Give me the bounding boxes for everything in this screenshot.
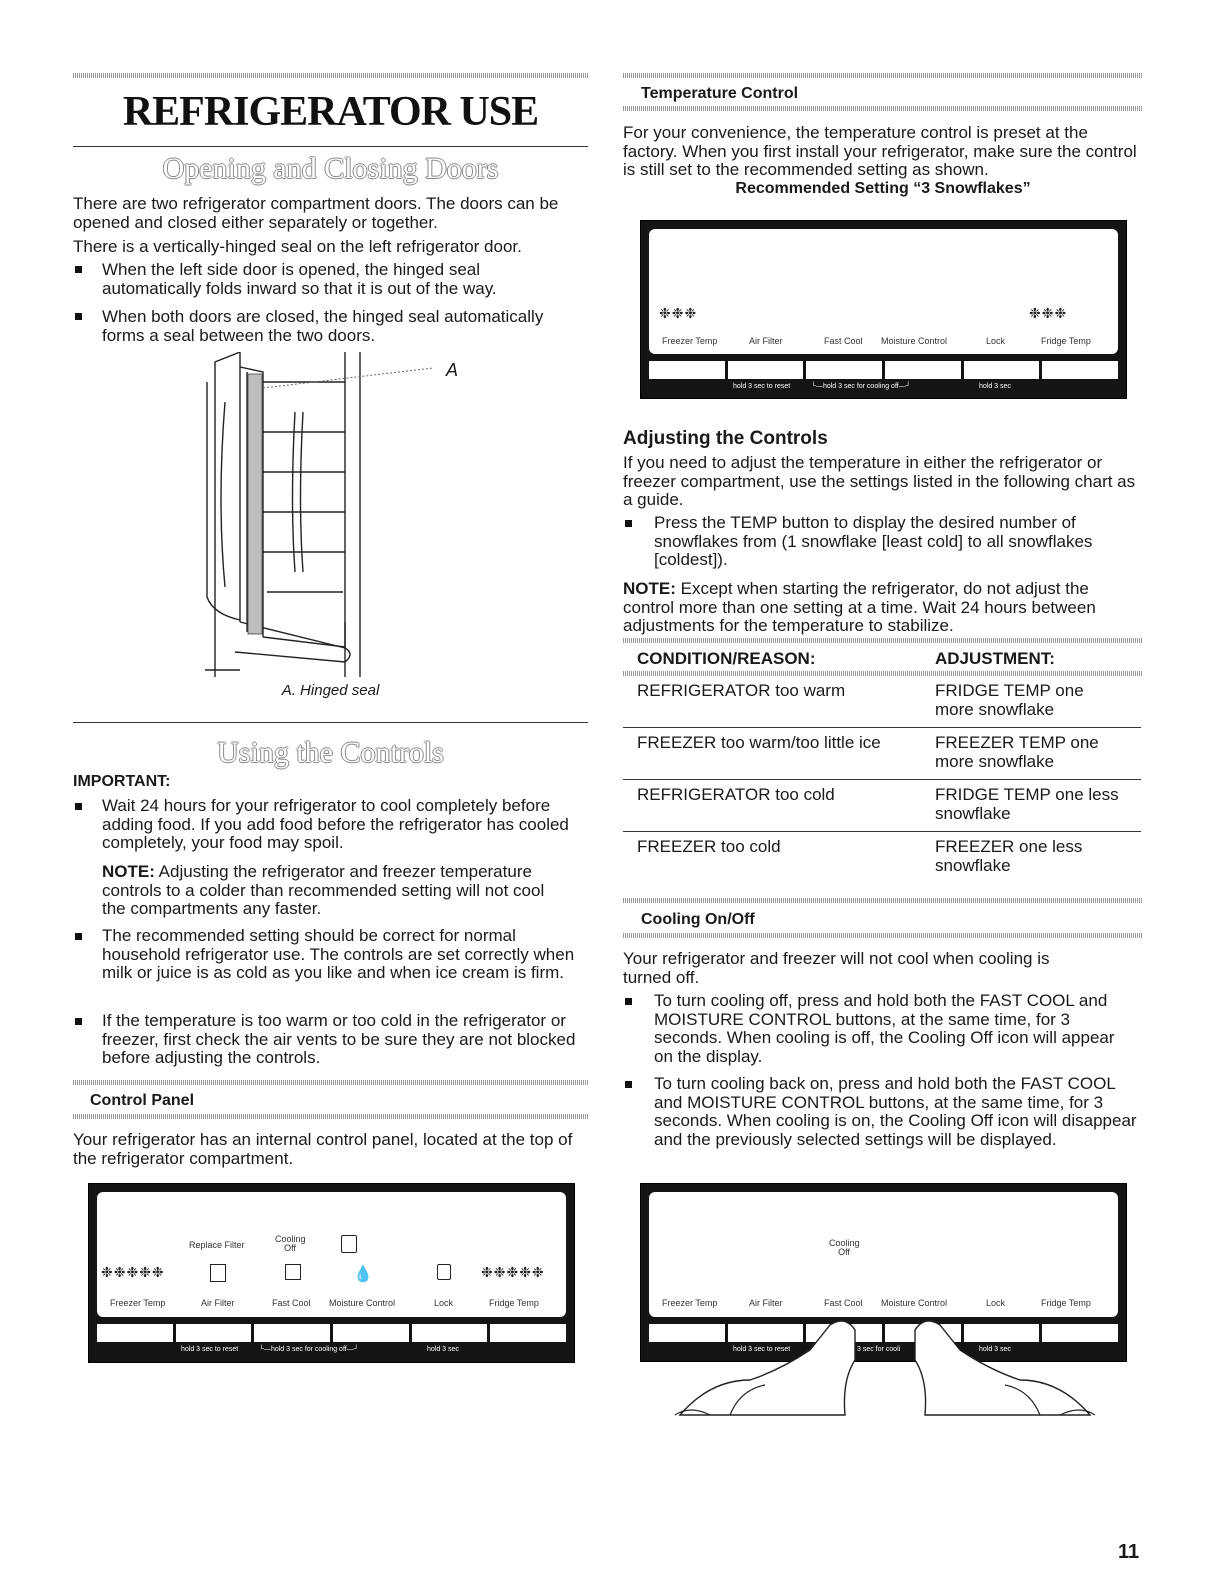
panel-display bbox=[649, 229, 1118, 354]
cooling-off-label: Cooling Off bbox=[275, 1234, 306, 1253]
recommended-setting: Recommended Setting “3 Snowflakes” bbox=[735, 180, 1031, 197]
table-top-rule bbox=[623, 638, 1143, 643]
note-text: Adjusting the refrigerator and freezer temperature controls to a colder than recommended setting will not cool the compartments any faster. bbox=[102, 862, 545, 918]
hint-reset: hold 3 sec to reset bbox=[733, 1346, 791, 1353]
note-except bbox=[623, 580, 1143, 636]
replace-filter-label: Replace Filter bbox=[189, 1240, 245, 1250]
fast-cool-icon bbox=[285, 1264, 301, 1280]
subsection-rule bbox=[623, 106, 1143, 111]
doors-bullet-2: When both doors are closed, the hinged seal automatically forms a seal between the two doors. bbox=[102, 307, 544, 345]
panel-button bbox=[176, 1324, 252, 1342]
panel-button bbox=[254, 1324, 330, 1342]
table-row-rule bbox=[623, 779, 1141, 780]
hands-pressing-illustration bbox=[670, 1310, 1100, 1425]
controls-heading: Using the Controls bbox=[217, 736, 444, 769]
temperature-paragraph: For your convenience, the temperature control is preset at the factory. When you first install your refrigerator, make sure the control is still set to the recommended setting as shown. bbox=[623, 123, 1137, 179]
panel-button bbox=[885, 361, 961, 379]
bullet-marker bbox=[75, 266, 82, 273]
freezer-snowflakes: ❉❉❉❉❉ bbox=[101, 1264, 165, 1280]
bullet-marker bbox=[75, 313, 82, 320]
label-air-filter: Air Filter bbox=[749, 1298, 783, 1308]
page-number: 11 bbox=[1118, 1541, 1140, 1563]
bullet-marker bbox=[75, 933, 82, 940]
table-row-rule bbox=[623, 727, 1141, 728]
adjusting-bullet: Press the TEMP button to display the desired number of snowflakes from (1 snowflake [least cold] to all snowflakes [coldest]). bbox=[654, 513, 1093, 569]
adjusting-controls-heading: Adjusting the Controls bbox=[623, 428, 828, 449]
doors-paragraph-1: There are two refrigerator compartment doors. The doors can be opened and closed either separately or together. bbox=[73, 194, 559, 232]
air-filter-icon bbox=[210, 1264, 226, 1282]
title-underline bbox=[73, 146, 588, 147]
bullet-marker bbox=[75, 803, 82, 810]
doors-paragraph-2: There is a vertically-hinged seal on the left refrigerator door. bbox=[73, 237, 522, 256]
panel-button bbox=[649, 361, 725, 379]
bullet-marker bbox=[625, 1081, 632, 1088]
bullet-marker bbox=[625, 998, 632, 1005]
label-fridge-temp: Fridge Temp bbox=[1041, 336, 1091, 346]
label-fridge-temp: Fridge Temp bbox=[489, 1298, 539, 1308]
note-text: Except when starting the refrigerator, do not adjust the control more than one setting at a time. Wait 24 hours between adjustments for the temperature to stabilize. bbox=[623, 579, 1096, 635]
top-rule-right bbox=[623, 73, 1143, 78]
table-row-rule bbox=[623, 831, 1141, 832]
cooling-off-icon bbox=[341, 1235, 357, 1253]
subsection-rule bbox=[623, 933, 1143, 938]
temperature-control-heading: Temperature Control bbox=[641, 85, 799, 102]
table-header-rule bbox=[623, 671, 1143, 676]
table-cell-adjustment: FRIDGE TEMP one more snowflake bbox=[935, 681, 1084, 719]
note-label: NOTE: bbox=[102, 862, 155, 881]
note-label: NOTE: bbox=[623, 579, 676, 598]
panel-button bbox=[490, 1324, 566, 1342]
hint-reset: hold 3 sec to reset bbox=[733, 383, 791, 390]
label-air-filter: Air Filter bbox=[749, 336, 783, 346]
control-panel-paragraph: Your refrigerator has an internal control panel, located at the top of the refrigerator compartment. bbox=[73, 1130, 573, 1168]
label-fast-cool: Fast Cool bbox=[824, 336, 863, 346]
subsection-rule bbox=[73, 1080, 588, 1085]
hint-lock: hold 3 sec bbox=[979, 383, 1011, 390]
table-header-condition: CONDITION/REASON: bbox=[637, 649, 816, 668]
fridge-snowflakes: ❉❉❉ bbox=[1029, 305, 1068, 321]
table-cell-condition: REFRIGERATOR too cold bbox=[637, 785, 835, 804]
table-cell-condition: FREEZER too warm/too little ice bbox=[637, 733, 881, 752]
label-air-filter: Air Filter bbox=[201, 1298, 235, 1308]
label-moisture-control: Moisture Control bbox=[881, 1298, 948, 1308]
moisture-drop-icon: 💧 bbox=[353, 1266, 373, 1283]
label-fast-cool: Fast Cool bbox=[272, 1298, 311, 1308]
fridge-snowflakes: ❉❉❉❉❉ bbox=[481, 1264, 545, 1280]
panel-button bbox=[1042, 361, 1118, 379]
panel-display bbox=[97, 1192, 566, 1317]
table-cell-condition: FREEZER too cold bbox=[637, 837, 781, 856]
hint-cooling-partial: 3 sec for cooli bbox=[857, 1346, 901, 1353]
figure-caption: A. Hinged seal bbox=[281, 682, 380, 699]
panel-button bbox=[412, 1324, 488, 1342]
recommended-panel-figure bbox=[640, 220, 1127, 399]
refrigerator-door-illustration bbox=[195, 352, 485, 677]
important-label: IMPORTANT: bbox=[73, 773, 171, 790]
panel-button bbox=[964, 361, 1040, 379]
freezer-snowflakes: ❉❉❉ bbox=[659, 305, 698, 321]
important-bullet-2: The recommended setting should be correct for normal household refrigerator use. The controls are set correctly when milk or juice is as cold as you like and when ice cream is firm. bbox=[102, 926, 575, 982]
top-rule-left bbox=[73, 73, 588, 78]
lock-icon bbox=[437, 1264, 451, 1280]
panel-button bbox=[806, 361, 882, 379]
panel-button-row bbox=[97, 1324, 566, 1342]
doors-bullet-1: When the left side door is opened, the hinged seal automatically folds inward so that it is out of the way. bbox=[102, 260, 497, 298]
hint-cooling-off: └—hold 3 sec for cooling off—┘ bbox=[259, 1346, 359, 1353]
label-freezer-temp: Freezer Temp bbox=[110, 1298, 166, 1308]
hint-cooling-off: └—hold 3 sec for cooling off—┘ bbox=[811, 383, 911, 390]
label-fast-cool: Fast Cool bbox=[824, 1298, 863, 1308]
label-moisture-control: Moisture Control bbox=[881, 336, 948, 346]
cooling-paragraph: Your refrigerator and freezer will not cool when cooling is turned off. bbox=[623, 949, 1050, 987]
label-freezer-temp: Freezer Temp bbox=[662, 1298, 718, 1308]
page-title: REFRIGERATOR USE bbox=[122, 89, 539, 135]
label-fridge-temp: Fridge Temp bbox=[1041, 1298, 1091, 1308]
panel-button-row bbox=[649, 361, 1118, 379]
section-rule bbox=[73, 722, 588, 723]
figure-callout-a: A bbox=[446, 360, 459, 380]
table-cell-adjustment: FREEZER one less snowflake bbox=[935, 837, 1083, 875]
table-cell-condition: REFRIGERATOR too warm bbox=[637, 681, 846, 700]
label-moisture-control: Moisture Control bbox=[329, 1298, 396, 1308]
label-freezer-temp: Freezer Temp bbox=[662, 336, 718, 346]
adjusting-paragraph: If you need to adjust the temperature in either the refrigerator or freezer compartment, use the settings listed in the following chart as a guide. bbox=[623, 453, 1136, 509]
subsection-rule bbox=[73, 1114, 588, 1119]
table-cell-adjustment: FREEZER TEMP one more snowflake bbox=[935, 733, 1099, 771]
hint-lock: hold 3 sec bbox=[427, 1346, 459, 1353]
label-lock: Lock bbox=[986, 1298, 1006, 1308]
note-adjusting bbox=[102, 863, 572, 919]
bullet-marker bbox=[625, 520, 632, 527]
hint-lock: hold 3 sec bbox=[979, 1346, 1011, 1353]
cooling-bullet-1: To turn cooling off, press and hold both the FAST COOL and MOISTURE CONTROL buttons, at the same time, for 3 seconds. When cooling is off, the Cooling Off icon will appear on the display. bbox=[654, 991, 1115, 1066]
label-lock: Lock bbox=[986, 336, 1006, 346]
table-cell-adjustment: FRIDGE TEMP one less snowflake bbox=[935, 785, 1119, 823]
hint-reset: hold 3 sec to reset bbox=[181, 1346, 239, 1353]
control-panel-figure bbox=[88, 1183, 575, 1363]
panel-display bbox=[649, 1192, 1118, 1317]
cooling-heading: Cooling On/Off bbox=[641, 911, 755, 928]
control-panel-heading: Control Panel bbox=[90, 1092, 195, 1109]
table-header-adjustment: ADJUSTMENT: bbox=[935, 649, 1055, 668]
bullet-marker bbox=[75, 1018, 82, 1025]
important-bullet-1: Wait 24 hours for your refrigerator to cool completely before adding food. If you add food before the refrigerator has cooled completely, your food may spoil. bbox=[102, 796, 569, 852]
panel-button bbox=[97, 1324, 173, 1342]
panel-button bbox=[333, 1324, 409, 1342]
cooling-off-label: Cooling Off bbox=[829, 1238, 860, 1257]
doors-heading: Opening and Closing Doors bbox=[162, 152, 499, 185]
label-lock: Lock bbox=[434, 1298, 454, 1308]
cooling-bullet-2: To turn cooling back on, press and hold both the FAST COOL and MOISTURE CONTROL buttons, at the same time, for 3 seconds. When cooling is on, the Cooling Off icon will disappear and the previously selected settings will be displayed. bbox=[654, 1074, 1137, 1149]
subsection-rule bbox=[623, 898, 1143, 903]
important-bullet-3: If the temperature is too warm or too cold in the refrigerator or freezer, first check the air vents to be sure they are not blocked before adjusting the controls. bbox=[102, 1011, 576, 1067]
panel-button bbox=[728, 361, 804, 379]
